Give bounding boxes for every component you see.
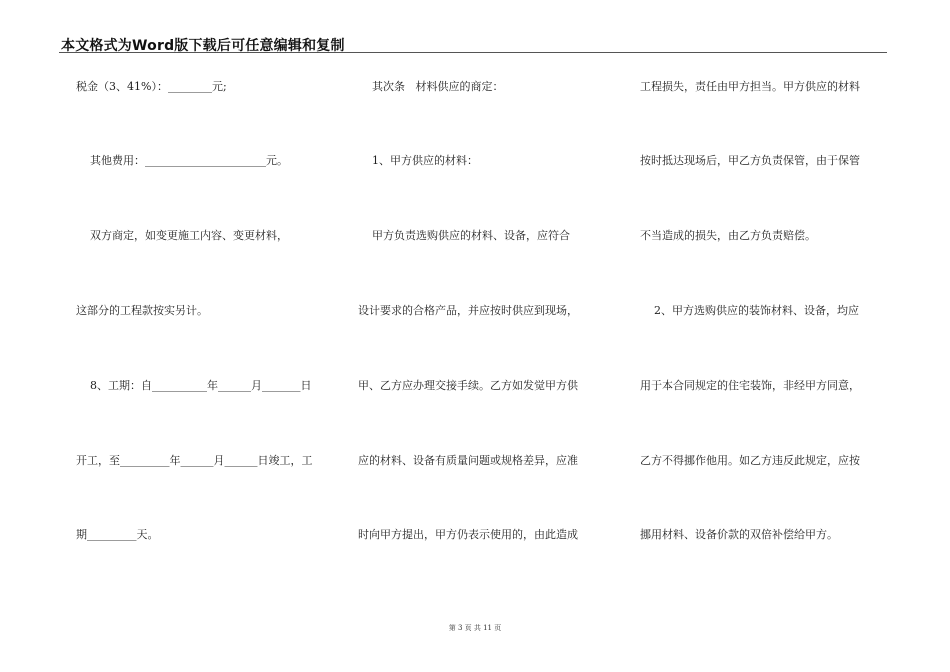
- column-3-line-2: 按时抵达现场后，甲乙方负责保管，由于保管: [640, 154, 860, 167]
- column-3-line-6: 乙方不得挪作他用。如乙方违反此规定，应按: [640, 454, 860, 467]
- column-2-line-4: 设计要求的合格产品，并应按时供应到现场，: [358, 304, 578, 317]
- page-footer: 第 3 页 共 11 页: [448, 624, 502, 632]
- column-1-line-4: 这部分的工程款按实另计。: [76, 304, 208, 317]
- header-divider: [59, 52, 887, 53]
- column-3-line-1: 工程损失，责任由甲方担当。甲方供应的材料: [640, 80, 860, 93]
- column-3-line-3: 不当造成的损失，由乙方负责赔偿。: [640, 229, 816, 242]
- column-1-line-6: 开工，至_________年______月______日竣工，工: [76, 454, 313, 467]
- column-2-line-6: 应的材料、设备有质量问题或规格差异，应准: [358, 454, 578, 467]
- column-1-line-3: 双方商定，如变更施工内容、变更材料，: [76, 229, 288, 242]
- column-3-line-4: 2、甲方选购供应的装饰材料、设备，均应: [640, 304, 859, 317]
- column-3-line-5: 用于本合同规定的住宅装饰，非经甲方同意，: [640, 379, 860, 392]
- column-1-line-2: 其他费用：______________________元。: [76, 154, 288, 167]
- column-1-line-5: 8、工期：自__________年______月_______日: [76, 379, 312, 392]
- column-3-line-7: 挪用材料、设备价款的双倍补偿给甲方。: [640, 528, 838, 541]
- column-2-line-7: 时向甲方提出，甲方仍表示使用的，由此造成: [358, 528, 578, 541]
- column-2-line-5: 甲、乙方应办理交接手续。乙方如发觉甲方供: [358, 379, 578, 392]
- column-1-line-1: 税金（3、41%）：________元;: [76, 80, 227, 93]
- document-header-title: 本文格式为Word版下载后可任意编辑和复制: [61, 38, 345, 54]
- column-2-line-1: 其次条 材料供应的商定：: [358, 80, 504, 93]
- column-2-line-2: 1、甲方供应的材料：: [358, 154, 478, 167]
- column-1-line-7: 期_________天。: [76, 528, 159, 541]
- column-2-line-3: 甲方负责选购供应的材料、设备，应符合: [358, 229, 570, 242]
